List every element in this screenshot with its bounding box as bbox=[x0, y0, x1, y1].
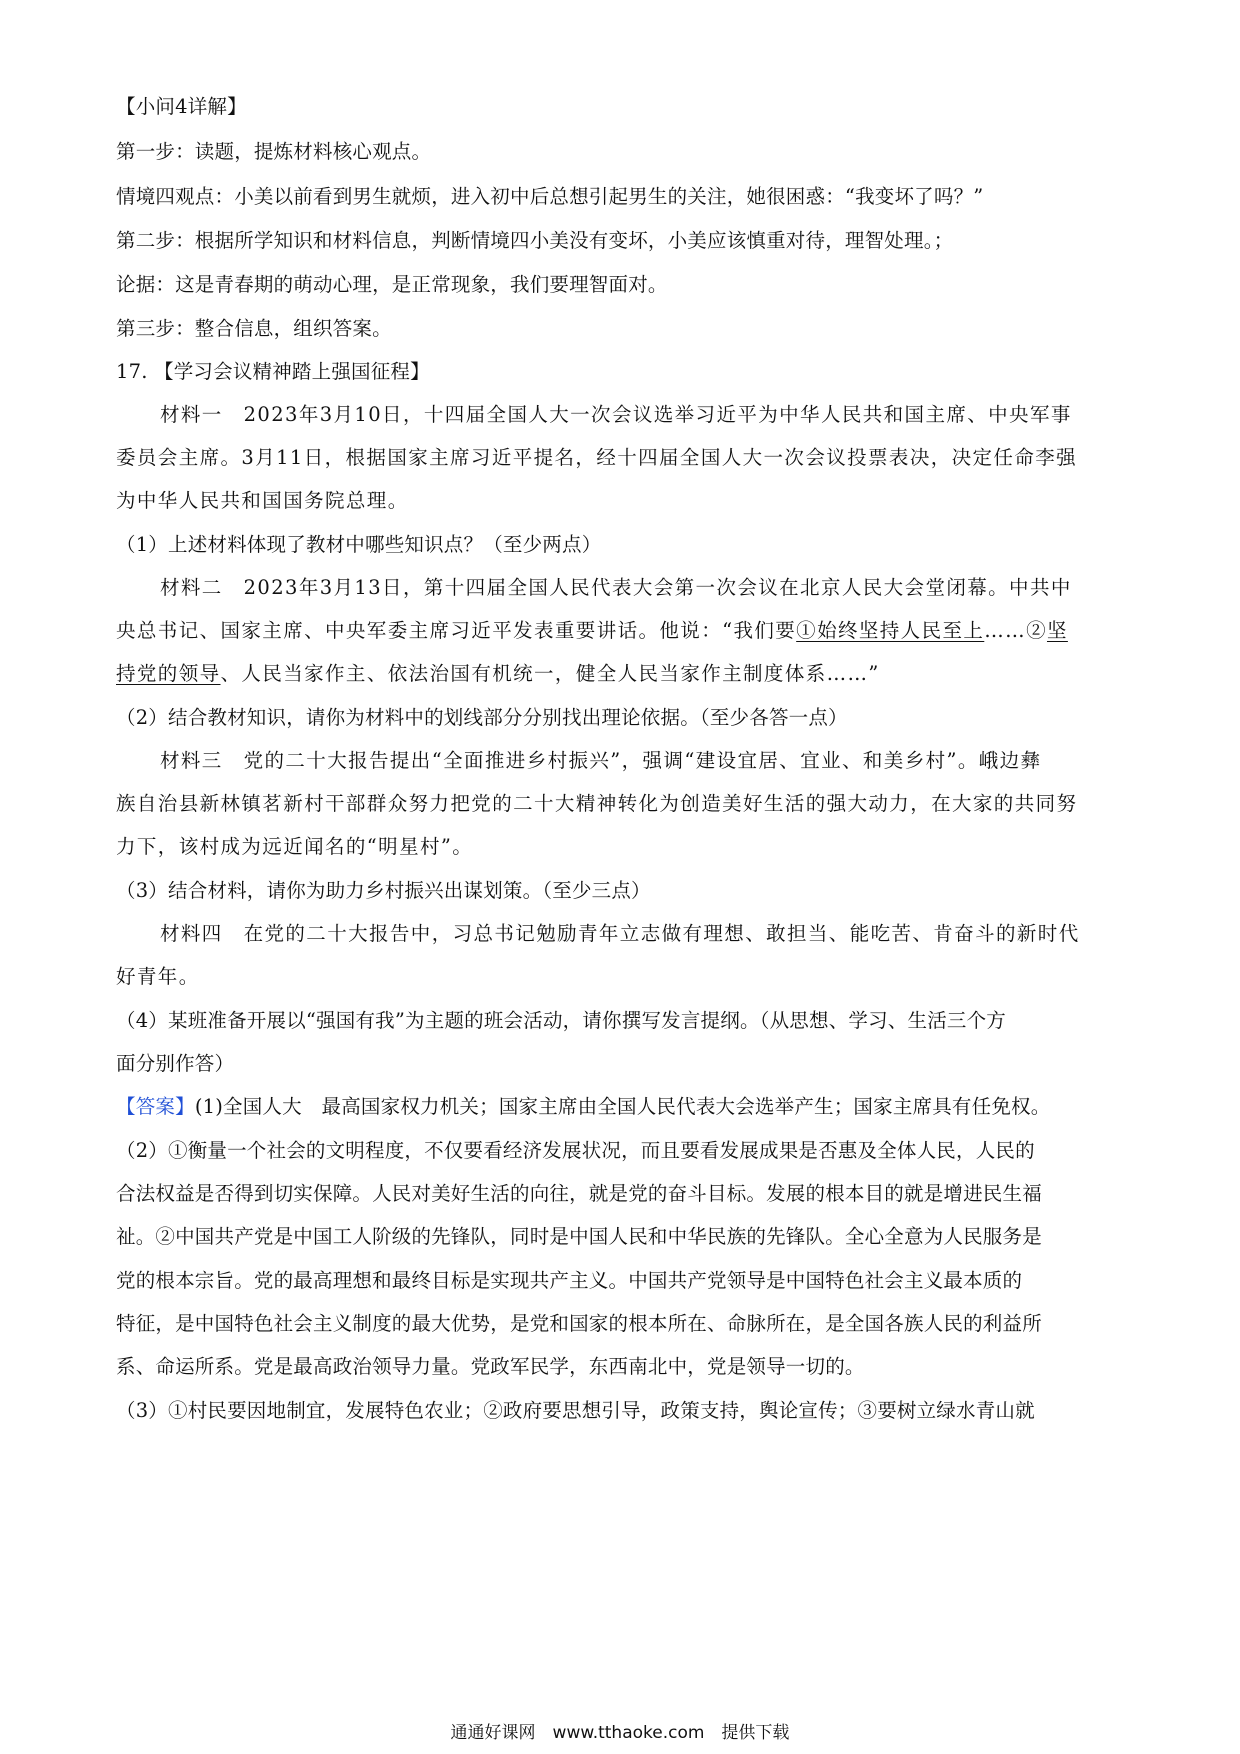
scenario-four: 情境四观点：小美以前看到男生就烦，进入初中后总想引起男生的关注，她很困惑：“我变坏了吗？” bbox=[116, 185, 984, 208]
material-two-line: 材料二 2023年3月13日，第十四届全国人民代表大会第一次会议在北京人民大会堂闭幕。中共中 bbox=[160, 576, 1072, 599]
section-title: 【小问4详解】 bbox=[116, 95, 247, 118]
material-two-line: 持党的领导、人民当家作主、依法治国有机统一，健全人民当家作主制度体系……” bbox=[116, 662, 880, 685]
material-four-line: 材料四 在党的二十大报告中，习总书记勉励青年立志做有理想、敢担当、能吃苦、肯奋斗的新时代 bbox=[160, 922, 1080, 945]
underlined-phrase: ①始终坚持人民至上 bbox=[796, 619, 985, 642]
question-title: 【学习会议精神踏上强国征程】 bbox=[154, 360, 430, 383]
answer-2-line: （2）①衡量一个社会的文明程度，不仅要看经济发展状况，而且要看发展成果是否惠及全体人民，人民的 bbox=[116, 1139, 1035, 1162]
question-number: 17. bbox=[116, 360, 148, 383]
page-footer: 通通好课网 www.tthaoke.com 提供下载 bbox=[450, 1723, 790, 1743]
answer-2-line: 特征，是中国特色社会主义制度的最大优势，是党和国家的根本所在、命脉所在，是全国各族人民的利益所 bbox=[116, 1312, 1042, 1335]
evidence: 论据：这是青春期的萌动心理，是正常现象，我们要理智面对。 bbox=[116, 273, 668, 296]
question-heading bbox=[116, 357, 430, 387]
step-three: 第三步：整合信息，组织答案。 bbox=[116, 317, 392, 340]
sub-question-3: （3）结合材料，请你为助力乡村振兴出谋划策。（至少三点） bbox=[116, 879, 651, 902]
sub-question-1: （1）上述材料体现了教材中哪些知识点？（至少两点） bbox=[116, 533, 602, 556]
material-one-line: 委员会主席。3月11日，根据国家主席习近平提名，经十四届全国人大一次会议投票表决，决定任命李强 bbox=[116, 446, 1078, 469]
underlined-phrase: 坚 bbox=[1046, 619, 1068, 642]
answer-line-1 bbox=[116, 1092, 1050, 1122]
step-one: 第一步：读题，提炼材料核心观点。 bbox=[116, 140, 432, 163]
answer-2-line: 祉。②中国共产党是中国工人阶级的先锋队，同时是中国人民和中华民族的先锋队。全心全意为人民服务是 bbox=[116, 1225, 1042, 1248]
material-four-line: 好青年。 bbox=[116, 965, 200, 988]
answer-2-line: 党的根本宗旨。党的最高理想和最终目标是实现共产主义。中国共产党领导是中国特色社会主义最本质的 bbox=[116, 1269, 1023, 1292]
sub-question-4: （4）某班准备开展以“强国有我”为主题的班会活动，请你撰写发言提纲。（从思想、学习、生活三个方 bbox=[116, 1009, 1006, 1032]
material-one-line: 为中华人民共和国国务院总理。 bbox=[116, 489, 409, 512]
answer-3-line: （3）①村民要因地制宜，发展特色农业；②政府要思想引导，政策支持，舆论宣传；③要树立绿水青山就 bbox=[116, 1399, 1035, 1422]
sub-question-4: 面分别作答） bbox=[116, 1052, 235, 1075]
step-two: 第二步：根据所学知识和材料信息，判断情境四小美没有变坏，小美应该慎重对待，理智处理。； bbox=[116, 229, 954, 252]
answer-tag: 【答案】 bbox=[116, 1095, 195, 1118]
material-three-line: 族自治县新林镇茗新村干部群众努力把党的二十大精神转化为创造美好生活的强大动力，在大家的共同努 bbox=[116, 792, 1078, 815]
underlined-phrase: 持党的领导 bbox=[116, 662, 221, 685]
answer-1: (1)全国人大 最高国家权力机关；国家主席由全国人民代表大会选举产生；国家主席具有任免权。 bbox=[194, 1095, 1051, 1118]
material-three-line: 力下，该村成为远近闻名的“明星村”。 bbox=[116, 835, 474, 858]
answer-2-line: 系、命运所系。党是最高政治领导力量。党政军民学，东西南北中，党是领导一切的。 bbox=[116, 1355, 865, 1378]
answer-2-line: 合法权益是否得到切实保障。人民对美好生活的向往，就是党的奋斗目标。发展的根本目的就是增进民生福 bbox=[116, 1182, 1042, 1205]
material-three-line: 材料三 党的二十大报告提出“全面推进乡村振兴”，强调“建设宜居、宜业、和美乡村”。峨边彝 bbox=[160, 749, 1042, 772]
sub-question-2: （2）结合教材知识，请你为材料中的划线部分分别找出理论依据。（至少各答一点） bbox=[116, 706, 848, 729]
material-one-line: 材料一 2023年3月10日，十四届全国人大一次会议选举习近平为中华人民共和国主席、中央军事 bbox=[160, 403, 1072, 426]
material-two-line: 央总书记、国家主席、中央军委主席习近平发表重要讲话。他说：“我们要①始终坚持人民至上……②坚 bbox=[116, 619, 1068, 642]
